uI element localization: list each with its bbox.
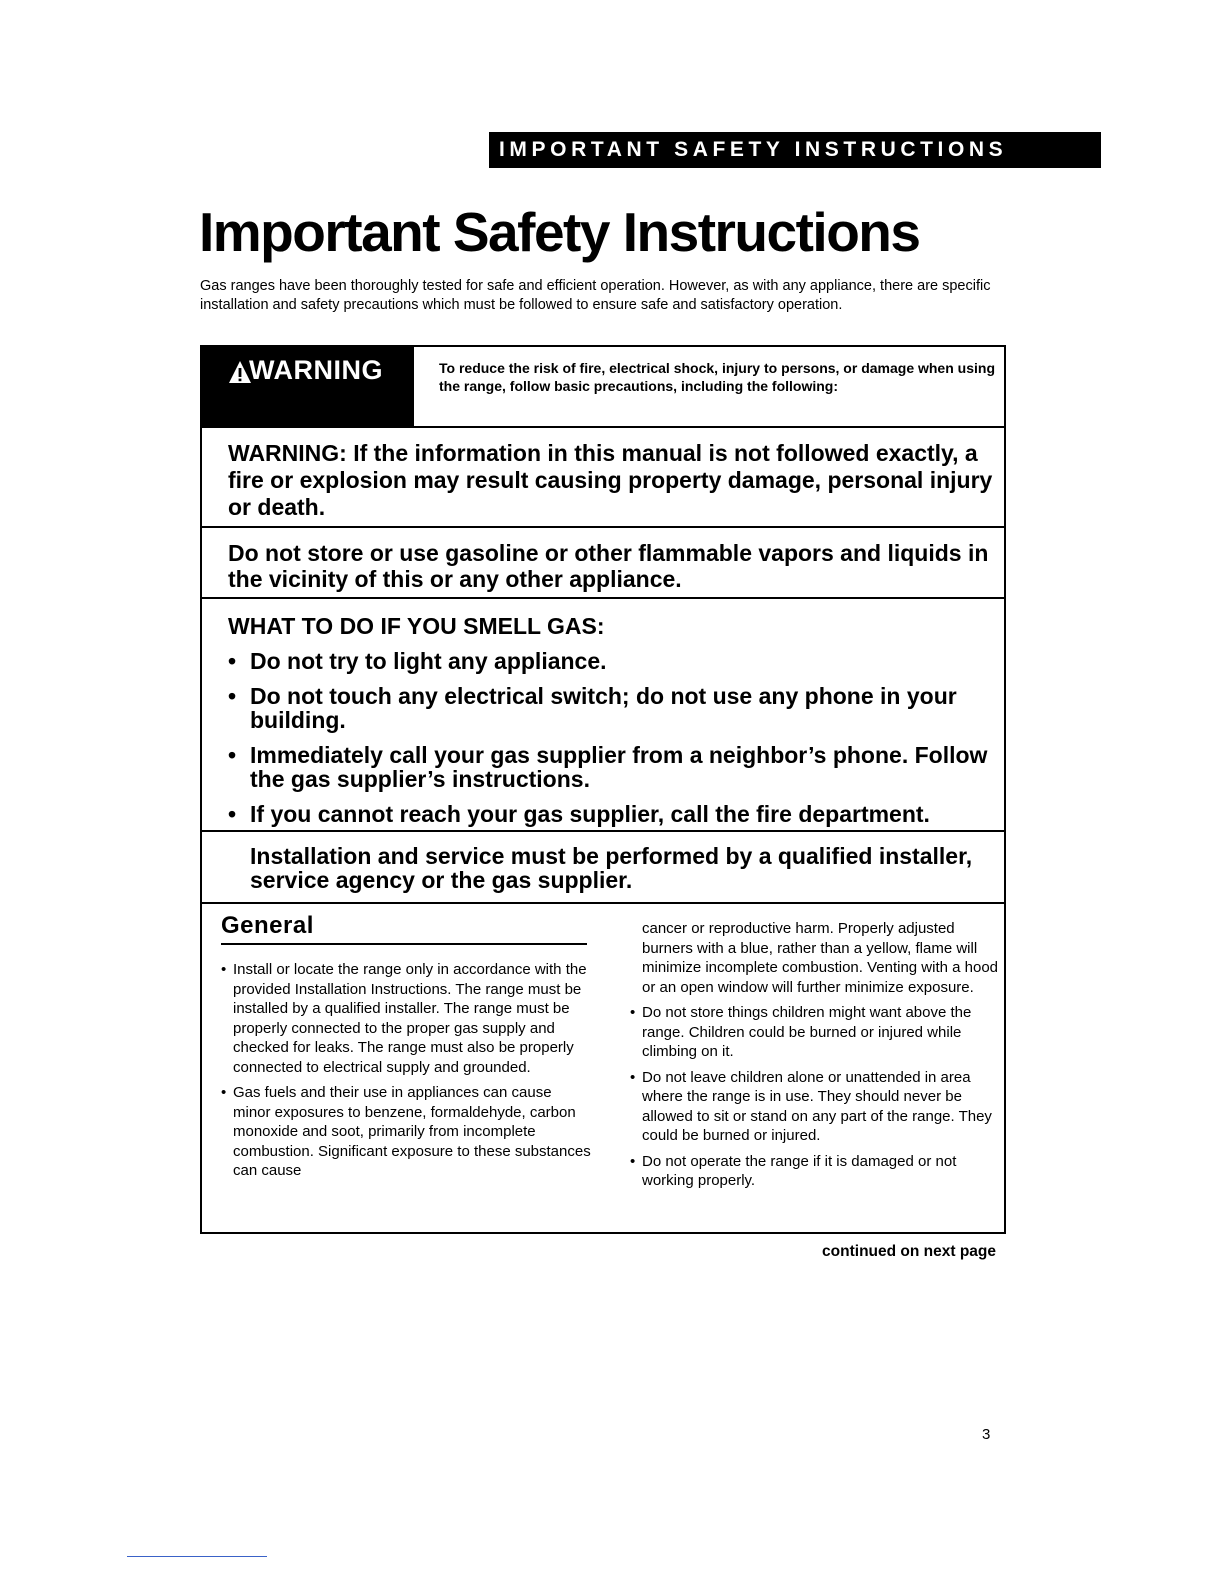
page-number: 3 xyxy=(982,1426,991,1443)
list-item: • Do not touch any electrical switch; do not use any phone in your building. xyxy=(228,683,957,733)
list-item: • Do not try to light any appliance. xyxy=(228,648,607,674)
general-right-column xyxy=(630,919,1000,1197)
divider xyxy=(202,526,1004,528)
installation-warning: Installation and service must be performed by a qualified installer, service agency or the gas supplier. xyxy=(250,843,973,893)
heading-underline xyxy=(221,943,587,945)
divider xyxy=(202,902,1004,904)
continued-note: continued on next page xyxy=(822,1243,996,1260)
gasoline-warning: Do not store or use gasoline or other flammable vapors and liquids in the vicinity of this or any other appliance. xyxy=(228,540,989,592)
list-item: • If you cannot reach your gas supplier, call the fire department. xyxy=(228,801,930,827)
divider xyxy=(202,830,1004,832)
general-heading: General xyxy=(221,912,314,939)
list-item: • Do not store things children might want above the range. Children could be burned or injured while climbing on it. xyxy=(630,1004,972,1060)
explosion-warning: WARNING: If the information in this manual is not followed exactly, a fire or explosion may result causing property damage, personal injury or death. xyxy=(228,440,993,520)
warning-box xyxy=(200,345,1006,1234)
footer-line xyxy=(127,1556,267,1557)
smell-gas-list xyxy=(228,649,1004,837)
section-banner: IMPORTANT SAFETY INSTRUCTIONS xyxy=(489,132,1101,168)
smell-gas-heading: WHAT TO DO IF YOU SMELL GAS: xyxy=(228,613,605,639)
page-title: Important Safety Instructions xyxy=(199,201,920,263)
list-item: • Immediately call your gas supplier from a neighbor’s phone. Follow the gas supplier’s instructions. xyxy=(228,742,988,792)
list-item: • Gas fuels and their use in appliances can cause minor exposures to benzene, formaldehyde, carbon monoxide and soot, primarily from incomplete combustion. Significant exposure to these substances can cause xyxy=(221,1084,591,1179)
intro-paragraph: Gas ranges have been thoroughly tested for safe and efficient operation. However, as with any appliance, there are specific installation and safety precautions which must be followed to ensure safe and satisfactory operation. xyxy=(200,278,991,313)
list-item: • Install or locate the range only in accordance with the provided Installation Instructions. The range must be installed by a qualified installer. The range must be properly connected to the proper gas supply and checked for leaks. The range must also be properly connected to electrical supply and grounded. xyxy=(221,961,587,1076)
list-item: • Do not operate the range if it is damaged or not working properly. xyxy=(630,1152,957,1189)
list-item-continuation: cancer or reproductive harm. Properly adjusted burners with a blue, rather than a yellow, flame will minimize incomplete combustion. Venting with a hood or an open window will further minimize exposure. xyxy=(642,920,999,996)
divider xyxy=(202,597,1004,599)
general-left-column xyxy=(221,960,593,1187)
warning-header xyxy=(202,347,414,426)
warning-text: To reduce the risk of fire, electrical shock, injury to persons, or damage when using the range, follow basic precautions, including the following: xyxy=(439,360,995,394)
list-item: • Do not leave children alone or unattended in area where the range is in use. They should never be allowed to sit or stand on any part of the range. They could be burned or injured. xyxy=(630,1068,992,1144)
warning-label: WARNING xyxy=(249,355,383,385)
divider xyxy=(202,426,1004,428)
